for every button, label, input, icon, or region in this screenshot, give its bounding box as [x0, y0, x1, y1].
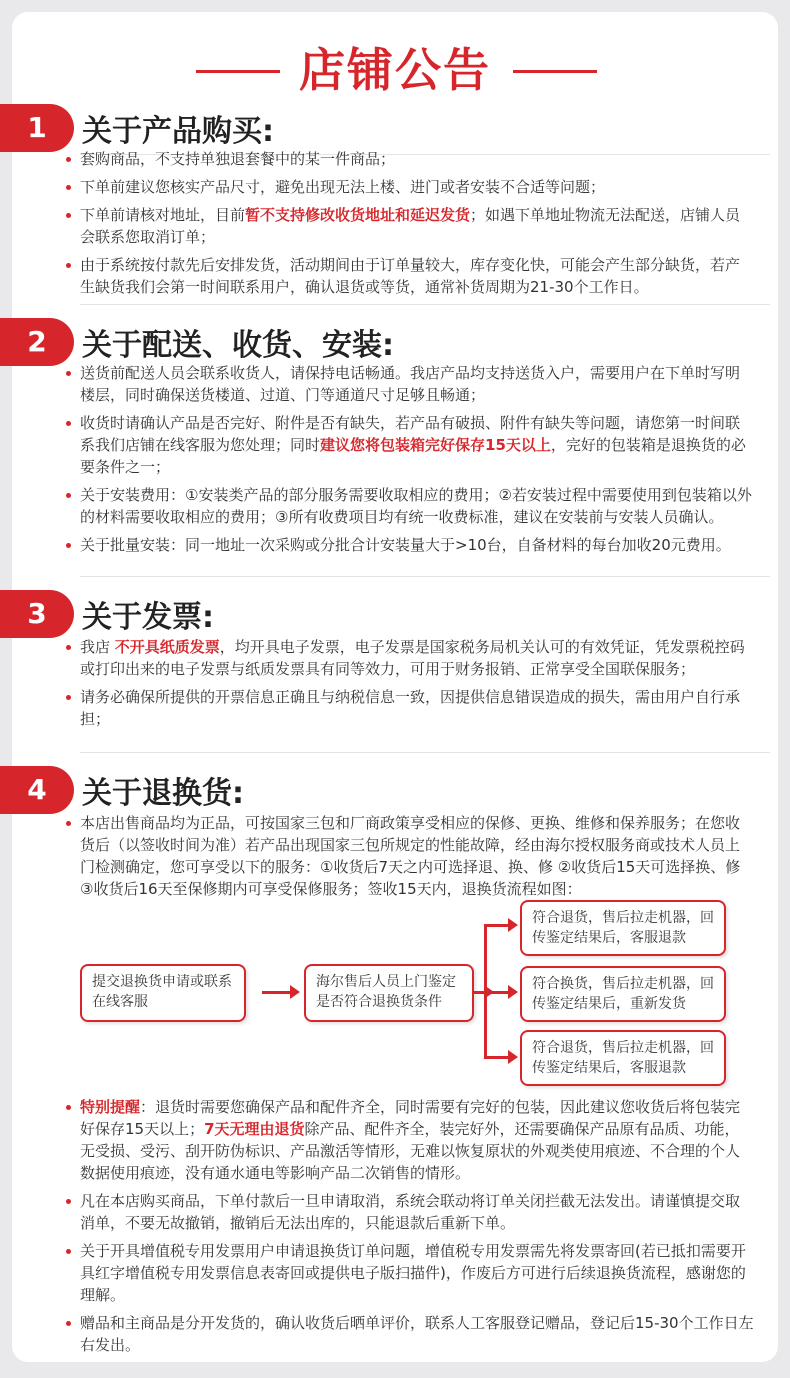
section-number: 4 [0, 766, 74, 814]
delivery-bullets [64, 362, 754, 562]
list-item: 下单前请核对地址，目前暂不支持修改收货地址和延迟发货；如遇下单地址物流无法配送，店铺人员会联系您取消订单； [64, 204, 754, 248]
flow-result-box: 符合退货，售后拉走机器，回传鉴定结果后，客服退款 [520, 900, 726, 956]
page-title: 店铺公告 [299, 43, 491, 97]
invoice-bullets [64, 636, 754, 736]
list-item: 本店出售商品均为正品，可按国家三包和厂商政策享受相应的保修、更换、维修和保养服务；在您收货后（以签收时间为准）若产品出现国家三包所规定的性能故障，经由海尔授权服务商或技术人员上门检测确定，您可享受以下的服务：①收货后7天之内可选择退、换、修 ②收货后15天可选择换、修 ③收货后16天至保修期内可享受保修服务；签收15天内，退换货流程如图： [64, 812, 754, 900]
list-item: 凡在本店购买商品，下单付款后一旦申请取消，系统会联动将订单关闭拦截无法发出。请谨慎提交取消单，不要无故撤销，撤销后无法出库的，只能退款后重新下单。 [64, 1190, 754, 1234]
list-item: 送货前配送人员会联系收货人，请保持电话畅通。我店产品均支持送货入户，需要用户在下单时写明楼层，同时确保送货楼道、过道、门等通道尺寸足够且畅通； [64, 362, 754, 406]
list-item: 赠品和主商品是分开发货的，确认收货后晒单评价，联系人工客服登记赠品，登记后15-30个工作日左右发出。 [64, 1312, 754, 1356]
divider [80, 576, 770, 577]
list-item: 请务必确保所提供的开票信息正确且与纳税信息一致，因提供信息错误造成的损失，需由用户自行承担； [64, 686, 754, 730]
title-line-left [196, 70, 280, 73]
list-item: 关于开具增值税专用发票用户申请退换货订单问题，增值税专用发票需先将发票寄回(若已抵扣需要开具红字增值税专用发票信息表寄回或提供电子版扫描件)，作废后方可进行后续退换货流程，感谢您的理解。 [64, 1240, 754, 1306]
divider [80, 304, 770, 305]
highlight-text: 建议您将包装箱完好保存15天以上 [320, 436, 551, 454]
purchase-bullets [64, 148, 754, 304]
arrow-right-icon [484, 924, 510, 927]
section-title: 关于配送、收货、安装: [82, 328, 394, 363]
title-line-right [513, 70, 597, 73]
header [0, 34, 790, 104]
returns-notes [64, 1096, 754, 1362]
highlight-text: 暂不支持修改收货地址和延迟发货 [245, 206, 471, 224]
list-item: 关于批量安装：同一地址一次采购或分批合计安装量大于>10台，自备材料的每台加收20元费用。 [64, 534, 754, 556]
flow-start-box: 提交退换货申请或联系在线客服 [80, 964, 246, 1022]
section-title: 关于产品购买: [82, 114, 274, 149]
section-number: 2 [0, 318, 74, 366]
list-item: 特别提醒：退货时需要您确保产品和配件齐全，同时需要有完好的包装，因此建议您收货后将包装完好保存15天以上；7天无理由退货除产品、配件齐全，装完好外，还需要确保产品原有品质、功能，无受损、受污、刮开防伪标识、产品激活等情形，无难以恢复原状的外观类使用痕迹、不合理的个人数据使用痕迹，没有通水通电等影响产品二次销售的情形。 [64, 1096, 754, 1184]
highlight-text: 特别提醒 [80, 1098, 141, 1116]
list-item: 下单前建议您核实产品尺寸，避免出现无法上楼、进门或者安装不合适等问题； [64, 176, 754, 198]
flow-check-box: 海尔售后人员上门鉴定是否符合退换货条件 [304, 964, 474, 1022]
list-item: 收货时请确认产品是否完好、附件是否有缺失，若产品有破损、附件有缺失等问题，请您第一时间联系我们店铺在线客服为您处理；同时建议您将包装箱完好保存15天以上，完好的包装箱是退换货的必要条件之一； [64, 412, 754, 478]
highlight-text: 不开具纸质发票 [114, 638, 220, 656]
arrow-right-icon [484, 1056, 510, 1059]
section-number: 3 [0, 590, 74, 638]
section-title: 关于发票: [82, 600, 214, 635]
list-item: 关于安装费用：①安装类产品的部分服务需要收取相应的费用；②若安装过程中需要使用到包装箱以外的材料需要收取相应的费用；③所有收费项目均有统一收费标准，建议在安装前与安装人员确认。 [64, 484, 754, 528]
flow-result-box: 符合退货，售后拉走机器，回传鉴定结果后，客服退款 [520, 1030, 726, 1086]
divider [80, 752, 770, 753]
returns-flowchart [0, 900, 790, 1090]
arrow-right-icon [262, 991, 292, 994]
highlight-text: 7天无理由退货 [204, 1120, 305, 1138]
returns-intro [64, 812, 754, 906]
arrow-right-icon [484, 991, 510, 994]
list-item: 由于系统按付款先后安排发货，活动期间由于订单量较大，库存变化快，可能会产生部分缺货，若产生缺货我们会第一时间联系用户，确认退货或等货，通常补货周期为21-30个工作日。 [64, 254, 754, 298]
list-item: 我店 不开具纸质发票，均开具电子发票，电子发票是国家税务局机关认可的有效凭证，凭发票税控码或打印出来的电子发票与纸质发票具有同等效力，可用于财务报销、正常享受全国联保服务； [64, 636, 754, 680]
section-number: 1 [0, 104, 74, 152]
section-title: 关于退换货: [82, 776, 244, 811]
list-item: 套购商品，不支持单独退套餐中的某一件商品； [64, 148, 754, 170]
flow-result-box: 符合换货，售后拉走机器，回传鉴定结果后，重新发货 [520, 966, 726, 1022]
